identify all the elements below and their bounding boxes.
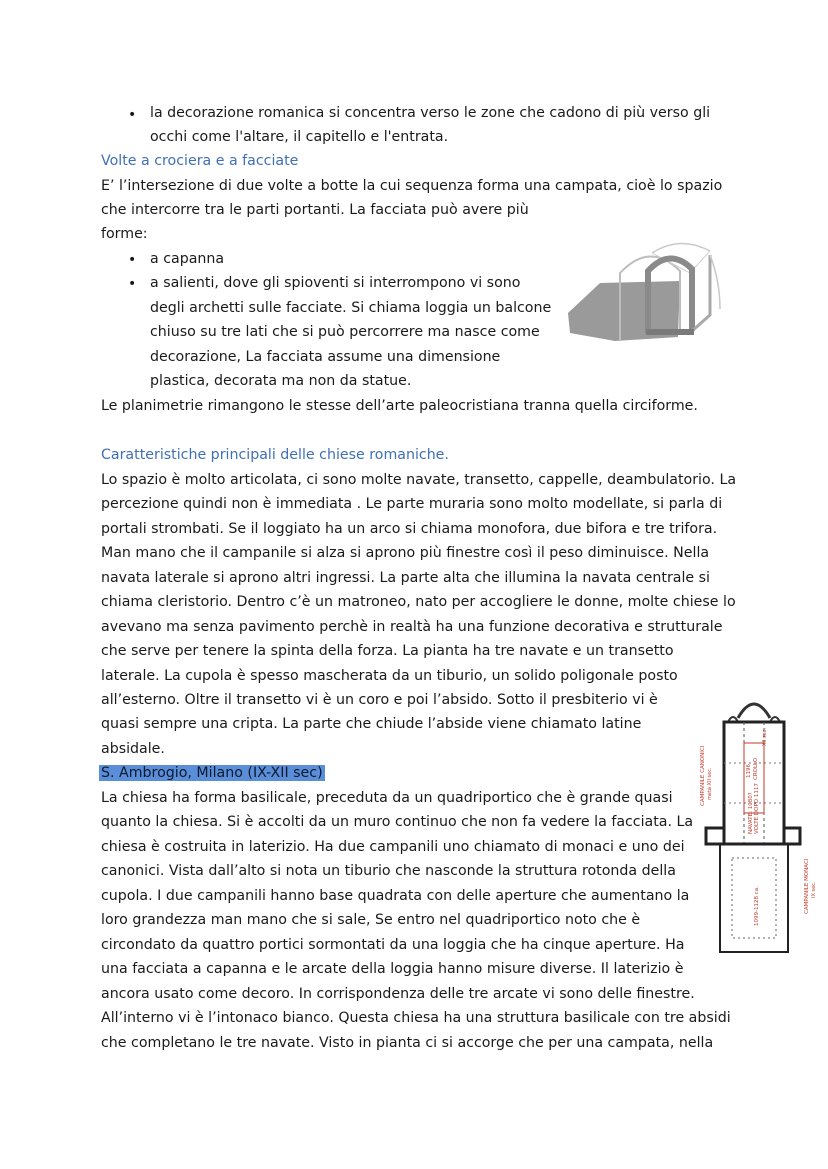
paragraph-line: quasi sempre una cripta. La parte che chiude l’abside viene chiamato latine xyxy=(101,716,642,732)
paragraph-line: chiesa è costruita in laterizio. Ha due campanili uno chiamato di monaci e uno dei xyxy=(101,839,685,855)
bullet-line: a salienti, dove gli spioventi si interrompono vi sono xyxy=(150,275,521,291)
paragraph-line: canonici. Vista dall’alto si nota un tiburio che nasconde la struttura rotonda della xyxy=(101,863,676,879)
paragraph-line: chiama cleristorio. Dentro c’è un matroneo, nato per accogliere le donne, molte chiese lo xyxy=(101,594,736,610)
paragraph-line: che serve per tenere la spinta della forza. La pianta ha tre navate e un transetto xyxy=(101,643,674,659)
paragraph-line: all’esterno. Oltre il transetto vi è un coro e poi l’absido. Sotto il presbiterio vi è xyxy=(101,692,658,708)
paragraph-line: che intercorre tra le parti portanti. La facciata può avere più xyxy=(101,202,529,218)
paragraph-line: forme: xyxy=(101,226,148,242)
section-heading-volte: Volte a crociera e a facciate xyxy=(101,153,299,169)
paragraph-line: cupola. I due campanili hanno base quadrata con delle aperture che aumentano la xyxy=(101,888,690,904)
bullet-dot: • xyxy=(128,276,137,292)
bullet-dot: • xyxy=(128,107,137,123)
bullet-line: plastica, decorata ma non da statue. xyxy=(150,373,412,389)
plan-label-volte: VOLTE DOPO 1117 xyxy=(754,783,760,834)
plan-label-crollo: CROLLO xyxy=(753,757,759,780)
paragraph-line: ancora usato come decoro. In corrispondenza delle tre arcate vi sono delle finestre. xyxy=(101,986,695,1002)
paragraph-line: una facciata a capanna e le arcate della loggia hanno misure diverse. Il laterizio è xyxy=(101,961,684,977)
bullet-line: degli archetti sulle facciate. Si chiama loggia un balcone xyxy=(150,300,552,316)
section-heading-caratteristiche: Caratteristiche principali delle chiese romaniche. xyxy=(101,447,449,463)
bullet-dot: • xyxy=(128,252,137,268)
plan-label-navate: NAVATE: 1080? xyxy=(748,792,754,834)
paragraph-line: laterale. La cupola è spesso mascherata da un tiburio, un solido poligonale posto xyxy=(101,668,678,684)
paragraph-line: E’ l’intersezione di due volte a botte la cui sequenza forma una campata, cioè lo spazio xyxy=(101,178,723,194)
paragraph-line: Le planimetrie rimangono le stesse dell’arte paleocristiana tranna quella circiforme. xyxy=(101,398,698,414)
paragraph-line: Lo spazio è molto articolata, ci sono molte navate, transetto, cappelle, deambulatorio. La xyxy=(101,472,737,488)
plan-label-sec: XII sec. xyxy=(762,728,768,746)
plan-label-monaci: CAMPANILE MONACI xyxy=(804,858,810,914)
intro-bullet-line-1: la decorazione romanica si concentra verso le zone che cadono di più verso gli xyxy=(150,105,711,121)
paragraph-line: absidale. xyxy=(101,741,165,757)
bullet-line: chiuso su tre lati che si può percorrere ma nasce come xyxy=(150,324,540,340)
paragraph-line: loro grandezza man mano che si sale, Se entro nel quadriportico noto che è xyxy=(101,912,641,928)
paragraph-line: Man mano che il campanile si alza si aprono più finestre così il peso diminuisce. Nella xyxy=(101,545,710,561)
plan-label-canonici: CAMPANILE CANONICI xyxy=(700,745,706,806)
paragraph-line: All’interno vi è l’intonaco bianco. Questa chiesa ha una struttura basilicale con tre absidi xyxy=(101,1010,731,1026)
paragraph-line: La chiesa ha forma basilicale, preceduta da un quadriportico che è grande quasi xyxy=(101,790,673,806)
plan-label-tiburio: 1196 xyxy=(746,764,752,778)
bullet-line: a capanna xyxy=(150,251,225,267)
paragraph-line: avevano ma senza pavimento perchè in realtà ha una funzione decorativa e strutturale xyxy=(101,619,723,635)
section-heading-ambrogio: S. Ambrogio, Milano (IX-XII sec) xyxy=(101,765,323,781)
plan-label-date-1099: 1099-1128 ca. xyxy=(754,886,760,926)
cross-vault-illustration xyxy=(560,233,730,353)
paragraph-line: quanto la chiesa. Si è accolti da un muro continuo che non fa vedere la facciata. La xyxy=(101,814,694,830)
paragraph-line: navata laterale si aprono altri ingressi. La parte alta che illumina la navata centrale si xyxy=(101,570,710,586)
paragraph-line: portali strombati. Se il loggiato ha un arco si chiama monofora, due bifora e tre trifora. xyxy=(101,521,718,537)
plan-label-canonici-date: metà XII sec. xyxy=(707,767,713,800)
bullet-line: decorazione, La facciata assume una dimensione xyxy=(150,349,501,365)
plan-label-monaci-date: IX sec. xyxy=(811,881,817,898)
paragraph-line: percezione quindi non è immediata . Le parte muraria sono molto modellate, si parla di xyxy=(101,496,723,512)
intro-bullet-line-2: occhi come l'altare, il capitello e l'entrata. xyxy=(150,129,449,145)
paragraph-line: che completano le tre navate. Visto in pianta ci si accorge che per una campata, nella xyxy=(101,1035,714,1051)
ambrogio-floor-plan xyxy=(700,688,820,958)
paragraph-line: circondato da quattro portici sormontati da una loggia che ha cinque aperture. Ha xyxy=(101,937,685,953)
